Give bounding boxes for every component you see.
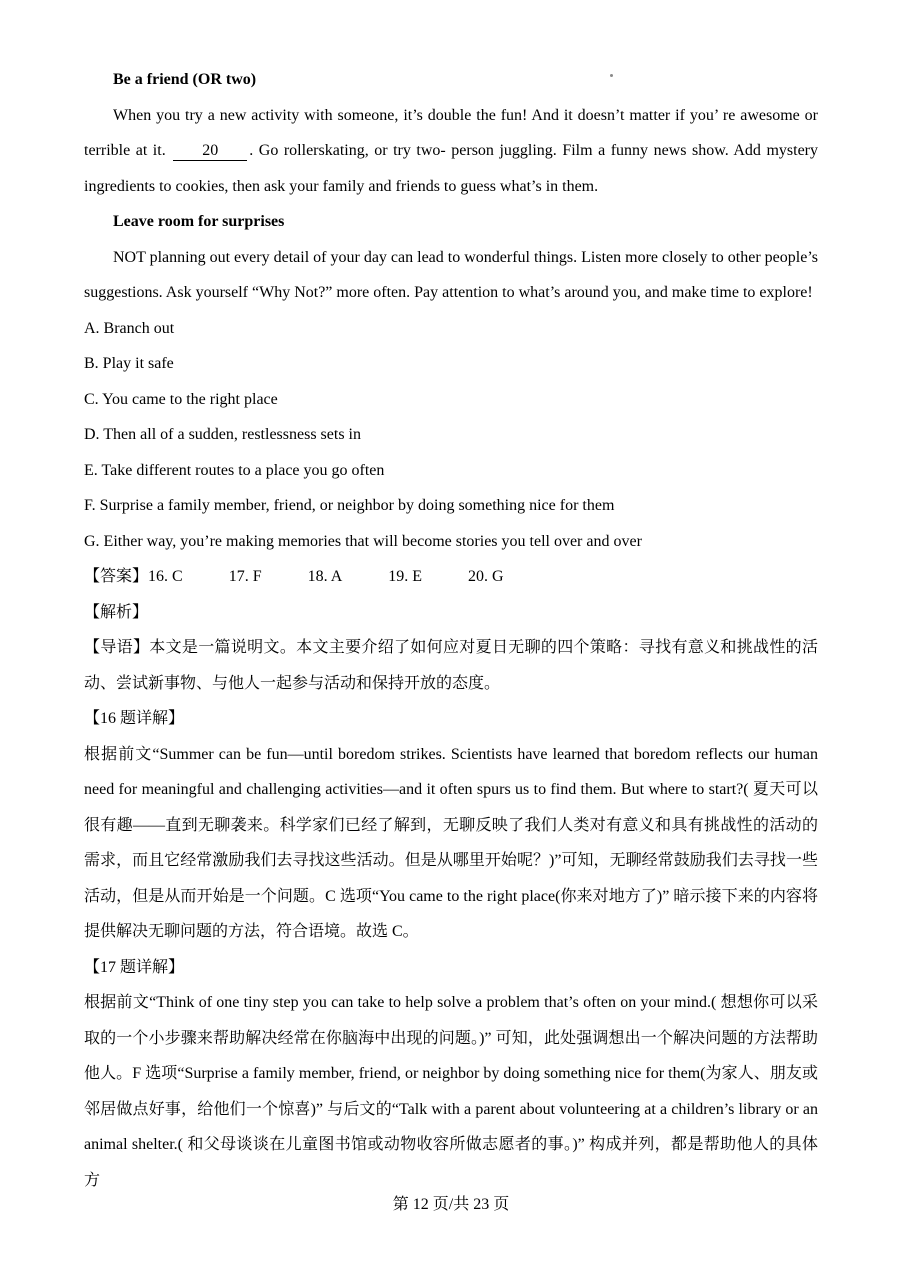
answer-label: 【答案】 xyxy=(84,568,149,585)
analysis-q17-body: 根据前文“Think of one tiny step you can take to help solve a problem that’s often on your mind.( 想想你可以采取的一个小步骤来帮助解决经常在你脑海中出现的问题。)” 可知，此处强调想出一个解决问题的方法帮助他人。F 选项“Surprise a family member, friend, or neighbor by doing something nice for them(为家人、朋友或邻居做点好事，给他们一个惊喜)” 与后文的“Talk with a parent about volunteering at a children’s library or an animal shelter.( 和父母谈谈在儿童图书馆或动物收容所做志愿者的事。)” 构成并列，都是帮助他人的具体方 xyxy=(84,994,818,1189)
answer-item-19: 19. E xyxy=(388,568,423,585)
option-c: C. You came to the right place xyxy=(84,390,278,408)
answer-line xyxy=(84,559,818,595)
passage-paragraph-2: NOT planning out every detail of your day can lead to wonderful things. Listen more closely to other people’s suggestions. Ask yourself “Why Not?” more often. Pay attention to what’s around you, and make time to explore! xyxy=(84,248,818,301)
option-list xyxy=(84,311,818,560)
cloze-blank-20: 20 xyxy=(173,142,247,161)
passage-heading-leave-room: Leave room for surprises xyxy=(113,213,285,230)
analysis-label: 【解析】 xyxy=(84,603,149,621)
paragraph-text-before-blank: When you try a new activity with someone, it’s double the fun! And it doesn’t matter if you’ re awesome or terrible at it. xyxy=(84,106,818,159)
passage-paragraph-1 xyxy=(84,98,818,205)
option-e: E. Take different routes to a place you go often xyxy=(84,461,385,479)
option-f: F. Surprise a family member, friend, or neighbor by doing something nice for them xyxy=(84,497,615,514)
answer-item-16: 16. C xyxy=(148,568,183,585)
option-g: G. Either way, you’re making memories that will become stories you tell over and over xyxy=(84,532,642,550)
option-b: B. Play it safe xyxy=(84,355,174,372)
stray-mark xyxy=(610,74,613,77)
answer-item-17: 17. F xyxy=(228,568,262,585)
page-number-footer: 第 12 页/共 23 页 xyxy=(392,1196,510,1213)
option-d: D. Then all of a sudden, restlessness sets in xyxy=(84,426,361,443)
analysis-q17-heading: 【17 题详解】 xyxy=(84,958,185,976)
option-a: A. Branch out xyxy=(84,319,175,337)
analysis-daoyu: 【导语】本文是一篇说明文。本文主要介绍了如何应对夏日无聊的四个策略：寻找有意义和挑战性的活动、尝试新事物、与他人一起参与活动和保持开放的态度。 xyxy=(84,639,818,692)
analysis-q16-heading: 【16 题详解】 xyxy=(84,710,185,727)
answer-item-20: 20. G xyxy=(468,568,504,585)
paragraph-text-after-blank: . Go rollerskating, or try two- person juggling. Film a funny news show. Add mystery ingredients to cookies, then ask your family and friends to guess what’s in them. xyxy=(84,142,818,195)
passage-heading-be-a-friend: Be a friend (OR two) xyxy=(113,71,257,88)
answer-item-18: 18. A xyxy=(307,568,343,585)
analysis-q16-body: 根据前文“Summer can be fun—until boredom strikes. Scientists have learned that boredom reflects our human need for meaningful and challenging activities—and it often spurs us to find them. But where to start?( 夏天可以很有趣——直到无聊袭来。科学家们已经了解到，无聊反映了我们人类对有意义和具有挑战性的活动的需求，而且它经常激励我们去寻找这些活动。但是从哪里开始呢？)”可知，无聊经常鼓励我们去寻找一些活动，但是从而开始是一个问题。C 选项“You came to the right place(你来对地方了)” 暗示接下来的内容将提供解决无聊问题的方法，符合语境。故选 C。 xyxy=(84,745,818,940)
